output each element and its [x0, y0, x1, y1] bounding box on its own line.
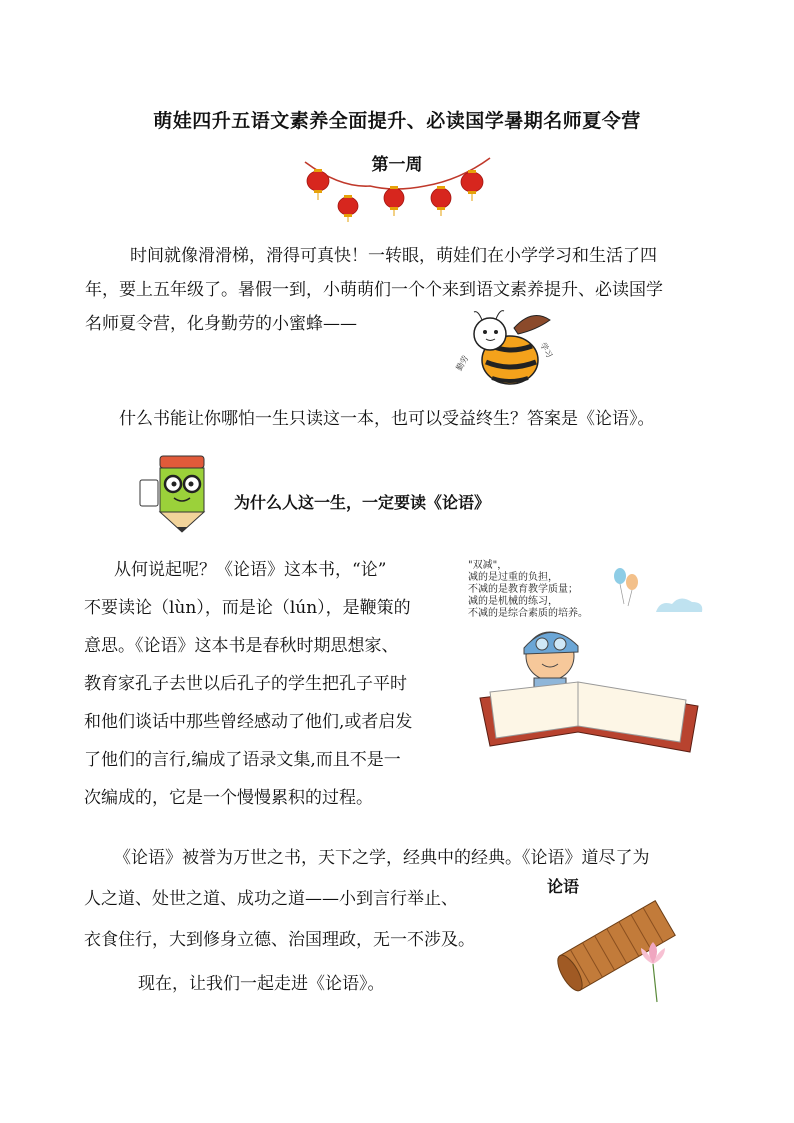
- intro-line-3: 名师夏令营，化身勤劳的小蜜蜂——: [85, 314, 357, 334]
- bee-illustration: [452, 308, 557, 393]
- closing-line: 现在，让我们一起走进《论语》。: [138, 974, 385, 994]
- explain-line-1: 从何说起呢？《论语》这本书，“论”: [114, 560, 387, 580]
- explain-line-6: 了他们的言行,编成了语录文集,而且不是一: [84, 750, 401, 770]
- quote-line-2: 减的是过重的负担，: [468, 572, 558, 583]
- intro-line-2: 年，要上五年级了。暑假一到，小萌萌们一个个来到语文素养提升、必读国学: [85, 280, 663, 300]
- quote-line-5: 不减的是综合素质的培养。: [468, 608, 588, 619]
- quote-line-3: 不减的是教育教学质量；: [468, 584, 578, 595]
- intro-line-1: 时间就像滑滑梯，滑得可真快！一转眼，萌娃们在小学学习和生活了四: [130, 246, 657, 266]
- bee-right-text: 学习: [538, 341, 555, 360]
- bee-left-text: 勤劳: [454, 354, 471, 373]
- reading-boy-illustration: [460, 556, 710, 756]
- praise-line-3: 衣食住行，大到修身立德、治国理政，无一不涉及。: [84, 930, 475, 950]
- pencil-mascot-illustration: [138, 450, 228, 535]
- explain-line-5: 和他们谈话中那些曾经感动了他们,或者启发: [84, 712, 413, 732]
- week-label: 第一周: [371, 155, 423, 175]
- praise-line-2: 人之道、处世之道、成功之道——小到言行举止、: [84, 889, 458, 909]
- question-line: 什么书能让你哪怕一生只读这一本，也可以受益终生？答案是《论语》。: [119, 409, 655, 429]
- explain-line-7: 次编成的，它是一个慢慢累积的过程。: [84, 788, 373, 808]
- explain-line-4: 教育家孔子去世以后孔子的学生把孔子平时: [84, 674, 407, 694]
- scroll-label: 论语: [547, 877, 580, 896]
- quote-line-4: 减的是机械的练习，: [468, 596, 558, 607]
- quote-line-1: "双减"，: [468, 560, 508, 571]
- praise-line-1: 《论语》被誉为万世之书，天下之学，经典中的经典。《论语》道尽了为: [114, 848, 650, 868]
- explain-line-2: 不要读论（lùn），而是论（lún），是鞭策的: [84, 598, 411, 618]
- analects-scroll-illustration: [545, 872, 685, 1012]
- explain-line-3: 意思。《论语》这本书是春秋时期思想家、: [84, 636, 399, 656]
- section-heading: 为什么人这一生，一定要读《论语》: [234, 493, 491, 512]
- page-title: 萌娃四升五语文素养全面提升、必读国学暑期名师夏令营: [153, 110, 641, 132]
